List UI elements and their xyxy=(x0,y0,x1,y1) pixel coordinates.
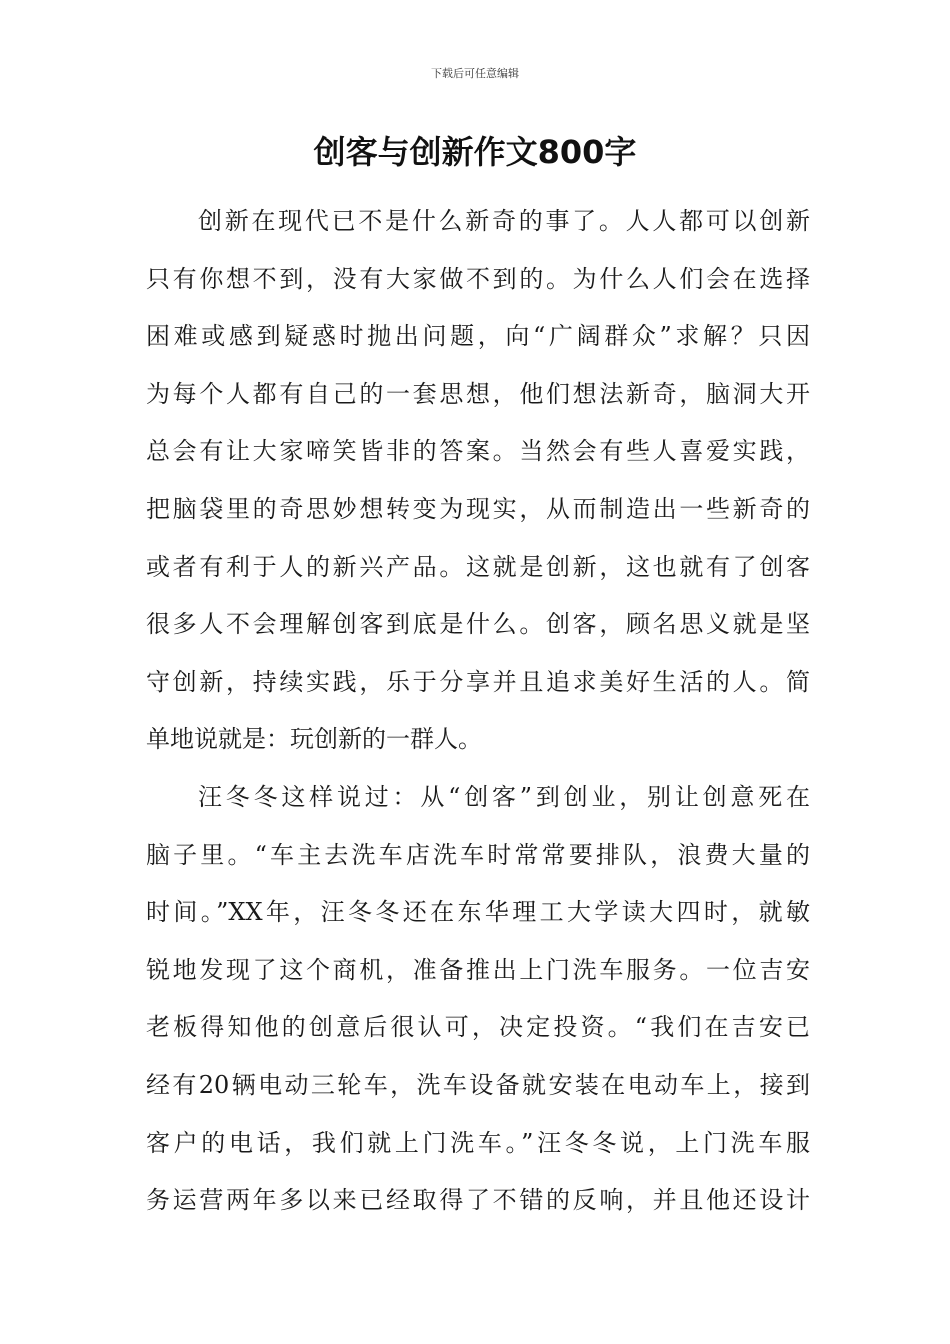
text-line: 困难或感到疑惑时抛出问题，向“广阔群众”求解？只因 xyxy=(146,322,810,351)
paragraph-1 xyxy=(146,197,810,773)
text-line: 单地说就是：玩创新的一群人。 xyxy=(146,725,482,754)
document-title: 创客与创新作文800字 xyxy=(313,133,637,171)
text-line: 老板得知他的创意后很认可，决定投资。“我们在吉安已 xyxy=(146,1013,810,1042)
text-line: 客户的电话，我们就上门洗车。”汪冬冬说，上门洗车服 xyxy=(146,1128,810,1157)
text-line: 很多人不会理解创客到底是什么。创客，顾名思义就是坚 xyxy=(146,610,810,639)
text-line: 或者有利于人的新兴产品。这就是创新，这也就有了创客 xyxy=(146,552,810,581)
text-line: 经有20辆电动三轮车，洗车设备就安装在电动车上，接到 xyxy=(146,1070,810,1099)
header-note: 下载后可任意编辑 xyxy=(431,67,519,80)
text-line: 把脑袋里的奇思妙想转变为现实，从而制造出一些新奇的 xyxy=(146,494,810,523)
paragraph-2 xyxy=(146,773,810,1234)
text-line: 创新在现代已不是什么新奇的事了。人人都可以创新 xyxy=(198,207,810,235)
text-line: 务运营两年多以来已经取得了不错的反响，并且他还设计 xyxy=(146,1186,810,1215)
text-line: 时间。”XX年，汪冬冬还在东华理工大学读大四时，就敏 xyxy=(146,898,810,927)
text-line: 锐地发现了这个商机，准备推出上门洗车服务。一位吉安 xyxy=(146,955,810,984)
text-line: 脑子里。“车主去洗车店洗车时常常要排队，浪费大量的 xyxy=(146,840,810,869)
text-line: 为每个人都有自己的一套思想，他们想法新奇，脑洞大开 xyxy=(146,379,810,408)
text-line: 总会有让大家啼笑皆非的答案。当然会有些人喜爱实践， xyxy=(146,437,810,466)
document-body xyxy=(146,197,810,1234)
text-line: 只有你想不到，没有大家做不到的。为什么人们会在选择 xyxy=(146,264,810,293)
text-line: 汪冬冬这样说过：从“创客”到创业，别让创意死在 xyxy=(198,782,810,811)
text-line: 守创新，持续实践，乐于分享并且追求美好生活的人。简 xyxy=(146,667,810,696)
